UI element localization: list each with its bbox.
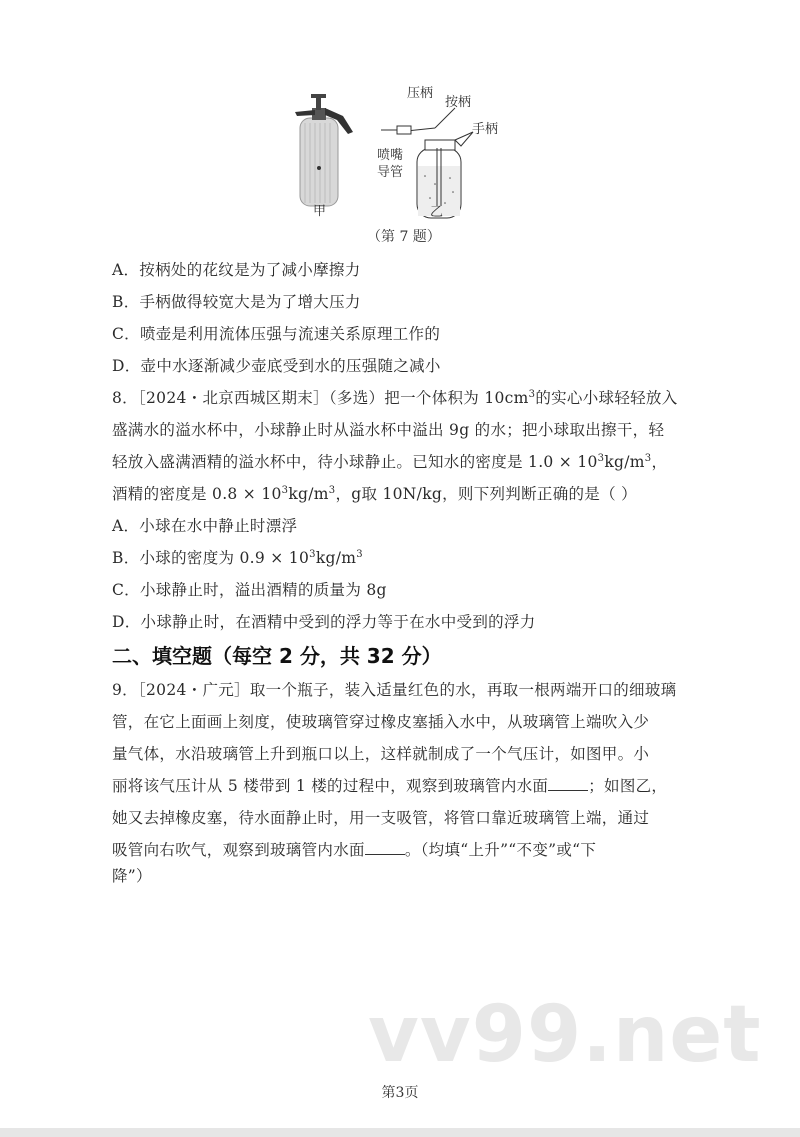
q7-option-d: D．壶中水逐渐减少壶底受到水的压强随之减小 — [112, 357, 441, 375]
watermark: vv99.net — [368, 990, 762, 1080]
label-jia: 甲 — [313, 204, 327, 219]
label-press-handle: 压柄 — [407, 86, 434, 101]
label-tube: 导管 — [377, 165, 404, 180]
q8-option-a: A．小球在水中静止时漂浮 — [112, 517, 298, 535]
q8-option-b: B．小球的密度为 $0.9 \times 10^3kg/m^3$ — [112, 548, 363, 567]
answer-blank-1[interactable] — [548, 776, 588, 791]
label-nozzle: 喷嘴 — [377, 148, 404, 163]
label-button-handle: 按柄 — [445, 95, 472, 110]
q9-line-1: 9．［2024・广元］取一个瓶子，装入适量红色的水，再取一根两端开口的细玻璃 — [112, 681, 677, 699]
answer-blank-2[interactable] — [365, 840, 405, 855]
figure-caption: （第 7 题） — [367, 229, 441, 245]
q9-line-6: 吸管向右吹气，观察到玻璃管内水面 。（均填“上升”“不变”或“下 — [112, 841, 597, 859]
q8-line-1: 8．［2024・北京西城区期末］（多选）把一个体积为 $10cm^3$的实心小球轻轻放入 — [112, 388, 678, 407]
q8-option-d: D．小球静止时，在酒精中受到的浮力等于在水中受到的浮力 — [112, 613, 536, 631]
q9-line-7: 降”） — [112, 867, 152, 885]
q9-line-2: 管，在它上面画上刻度，使玻璃管穿过橡皮塞插入水中，从玻璃管上端吹入少 — [112, 713, 650, 731]
q8-line-2: 盛满水的溢水杯中，小球静止时从溢水杯中溢出 9g 的水；把小球取出擦干，轻 — [112, 421, 665, 439]
figure-sprayer — [285, 86, 515, 245]
q9-line-5: 她又去掉橡皮塞，待水面静止时，用一支吸管，将管口靠近玻璃管上端，通过 — [112, 809, 650, 827]
bottom-bar — [0, 1128, 800, 1137]
section-heading: 二、填空题（每空 2 分，共 32 分） — [112, 644, 442, 668]
q7-option-a: A．按柄处的花纹是为了减小摩擦力 — [112, 261, 361, 279]
q8-line-3: 轻放入盛满酒精的溢水杯中，待小球静止。已知水的密度是 $1.0 \times 10^3kg/m^3$， — [112, 452, 668, 471]
q8-line-4: 酒精的密度是 $0.8 \times 10^3kg/m^3$，g取 10N/kg，则下列判断正确的是（ ） — [112, 484, 637, 503]
q7-option-b: B．手柄做得较宽大是为了增大压力 — [112, 293, 361, 311]
label-yi: 乙 — [430, 205, 444, 220]
label-grip: 手柄 — [472, 122, 499, 137]
q8-option-c: C．小球静止时，溢出酒精的质量为 8g — [112, 581, 387, 599]
q7-option-c: C．喷壶是利用流体压强与流速关系原理工作的 — [112, 325, 441, 343]
q9-line-3: 量气体，水沿玻璃管上升到瓶口以上，这样就制成了一个气压计，如图甲。小 — [112, 745, 650, 763]
page-number: 第3页 — [381, 1085, 419, 1101]
q9-line-4: 丽将该气压计从 5 楼带到 1 楼的过程中，观察到玻璃管内水面 ；如图乙， — [112, 777, 668, 795]
